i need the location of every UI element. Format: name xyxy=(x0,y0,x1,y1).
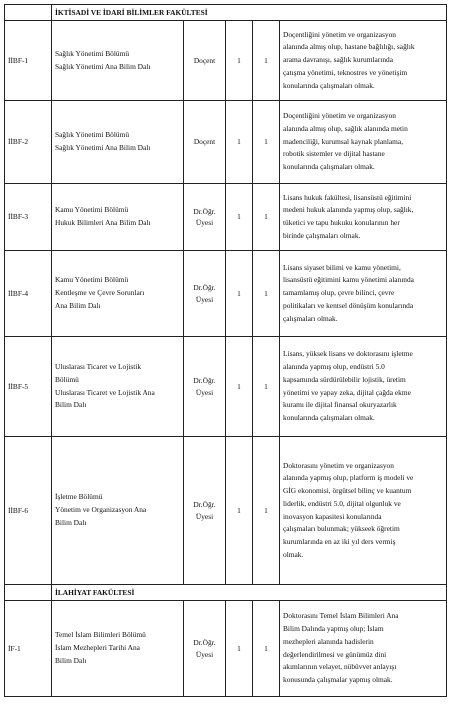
text-line: kapsamında sürdürülebilir lojistik, üretim xyxy=(283,374,406,384)
department-cell xyxy=(52,184,184,251)
text-line: Üyesi xyxy=(195,294,214,304)
text-line: Üyesi xyxy=(195,387,214,397)
count-cell-1: 1 xyxy=(226,184,253,251)
faculty-header-row xyxy=(5,5,447,21)
text-line: inovasyon kapasitesi konularında xyxy=(283,511,382,521)
position-table xyxy=(4,4,447,697)
text-line: madenciliği, kurumsal kaynak planlama, xyxy=(283,136,404,146)
text-line: Bilim Dalında yapmış olup; İslam xyxy=(283,624,384,634)
text-line: Kamu Yönetimi Bölümü xyxy=(55,205,129,215)
text-line: Üyesi xyxy=(195,218,214,227)
text-line: Uluslarası Ticaret ve Lojistik xyxy=(55,361,142,371)
text-line: Kentleşme ve Çevre Sorunları xyxy=(55,288,145,298)
text-line: akımlarının velayet, nübüvvet anlayışı xyxy=(283,662,397,672)
academic-title-cell xyxy=(184,337,226,437)
department-cell xyxy=(52,21,184,101)
requirements-cell xyxy=(280,437,447,585)
text-line: konusunda çalışmalar yapmış olmak. xyxy=(283,674,393,684)
department-cell xyxy=(52,437,184,585)
academic-title-cell xyxy=(184,251,226,337)
text-line: Dr.Öğr. xyxy=(193,206,216,216)
count-cell-1: 1 xyxy=(226,251,253,337)
count-cell-2: 1 xyxy=(253,184,280,251)
requirements-cell xyxy=(280,601,447,697)
position-code: İİBF-4 xyxy=(5,251,52,337)
text-line: Dr.Öğr. xyxy=(193,638,216,648)
text-line: Dr.Öğr. xyxy=(193,500,216,510)
requirements-cell xyxy=(280,21,447,101)
text-line: liderlik, endüstri 5.0, dijital olgunluk ve xyxy=(283,498,401,508)
requirements-cell xyxy=(280,251,447,337)
text-line: tüketici ve tapu hukuku konularının her xyxy=(283,218,400,227)
text-line: kuramı ile dijital finansal okuryazarlık xyxy=(283,400,397,410)
count-cell-1: 1 xyxy=(226,601,253,697)
academic-title-cell xyxy=(184,601,226,697)
text-line: kurumlarında en az iki yıl ders vermiş xyxy=(283,536,396,546)
text-line: Hukuk Bilimleri Ana Bilim Dalı xyxy=(55,218,151,227)
position-code: İF-1 xyxy=(5,601,52,697)
text-line: çalışmaları olmak. xyxy=(283,313,338,323)
text-line: İşletme Bölümü xyxy=(55,492,103,502)
text-line: Lisans, yüksek lisans ve doktorasını işletme xyxy=(283,349,413,359)
department-cell xyxy=(52,601,184,697)
text-line: Doçentliğini yönetim ve organizasyon xyxy=(283,111,396,121)
text-line: olmak. xyxy=(283,549,304,559)
text-line: mezhepleri alanında hadislerin xyxy=(283,636,374,646)
academic-title-cell xyxy=(184,101,226,184)
academic-title-cell xyxy=(184,21,226,101)
table-row xyxy=(5,21,447,101)
table-row xyxy=(5,184,447,251)
text-line: Doktorasını yönetim ve organizasyon xyxy=(283,460,394,470)
table-body xyxy=(5,5,447,697)
text-line: çatışma yönetimi, teknostres ve yönetişim xyxy=(283,67,408,77)
text-line: Dr.Öğr. xyxy=(193,283,216,293)
text-line: Bölümü xyxy=(55,374,79,384)
text-line: Bilim Dalı xyxy=(55,655,87,665)
department-cell xyxy=(52,251,184,337)
text-line: Bilim Dalı xyxy=(55,517,87,527)
text-line: Sağlık Yönetimi Bölümü xyxy=(55,130,130,140)
position-code: İİBF-6 xyxy=(5,437,52,585)
text-line: birinde çalışmaları olmak. xyxy=(283,230,361,240)
table-row xyxy=(5,251,447,337)
text-line: yönetimi ve yapay zeka, dijital çağda ekme xyxy=(283,387,411,397)
text-line: lisansüstü eğitimini kamu yönetimi alanında xyxy=(283,275,414,285)
count-cell-2: 1 xyxy=(253,601,280,697)
table-row xyxy=(5,101,447,184)
text-line: çalışmaları bulunmak; yükseek öğretim xyxy=(283,524,400,534)
count-cell-2: 1 xyxy=(253,21,280,101)
count-cell-1: 1 xyxy=(226,337,253,437)
position-code: İİBF-2 xyxy=(5,101,52,184)
text-line: Uluslarası Ticaret ve Lojistik Ana xyxy=(55,387,155,397)
requirements-cell xyxy=(280,337,447,437)
count-cell-1: 1 xyxy=(226,437,253,585)
count-cell-1: 1 xyxy=(226,21,253,101)
text-line: alanında almış olup, sağlık alanında metin xyxy=(283,123,408,133)
text-line: Sağlık Yönetimi Bölümü xyxy=(55,48,130,58)
text-line: İslam Mezhepleri Tarihi Ana xyxy=(55,643,140,653)
text-line: Üyesi xyxy=(195,511,214,521)
text-line: Sağlık Yönetimi Ana Bilim Dalı xyxy=(55,143,151,152)
text-line: konularında çalışmaları olmak. xyxy=(283,162,375,172)
text-line: konularında çalışmaları olmak. xyxy=(283,80,375,90)
academic-title-cell xyxy=(184,184,226,251)
text-line: arama davranışı, sağlık kurumlarında xyxy=(283,55,394,65)
text-line: tamamlamış olup, çevre bilinci, çevre xyxy=(283,288,395,298)
requirements-cell xyxy=(280,101,447,184)
count-cell-2: 1 xyxy=(253,437,280,585)
faculty-name: İLAHİYAT FAKÜLTESİ xyxy=(52,585,447,601)
text-line: Bilim Dalı xyxy=(55,400,87,410)
text-line: GİG ekonomisi, örgütsel bilinç ve kuantum xyxy=(283,486,412,496)
text-line: Kamu Yönetimi Bölümü xyxy=(55,275,129,285)
text-line: Ana Bilim Dalı xyxy=(55,300,101,310)
text-line: Dr.Öğr. xyxy=(193,376,216,386)
text-line: Temel İslam Bilimleri Bölümü xyxy=(55,630,146,640)
text-line: değerlendirilmesi ve günümüz dini xyxy=(283,649,387,659)
text-line: Doçent xyxy=(193,55,216,65)
text-line: Doçentliğini yönetim ve organizasyon xyxy=(283,29,396,39)
text-line: politikaları ve kentsel dönüşüm konularında xyxy=(283,300,414,310)
text-line: medeni hukuk alanında yapmış olup, sağlık, xyxy=(283,205,414,215)
department-cell xyxy=(52,101,184,184)
count-cell-2: 1 xyxy=(253,101,280,184)
table-row xyxy=(5,601,447,697)
text-line: Lisans siyaset bilimi ve kamu yönetimi, xyxy=(283,262,401,272)
requirements-cell xyxy=(280,184,447,251)
position-code: İİBF-3 xyxy=(5,184,52,251)
count-cell-2: 1 xyxy=(253,337,280,437)
text-line: alanında yapmış olup, platform iş modeli ve xyxy=(283,473,414,483)
text-line: robotik sistemler ve dijital hastane xyxy=(283,149,385,159)
text-line: alanında almış olup, hastane bağlılığı, sağlık xyxy=(283,42,415,52)
text-line: alanında yapmış olup, endüstri 5.0 xyxy=(283,362,385,372)
text-line: Yönetim ve Organizasyon Ana xyxy=(55,505,147,515)
faculty-header-row xyxy=(5,585,447,601)
text-line: Lisans hukuk fakültesi, lisansüstü eğitimini xyxy=(283,192,412,202)
text-line: Üyesi xyxy=(195,649,214,659)
text-line: Doçent xyxy=(193,137,216,147)
faculty-name: İKTİSADİ VE İDARİ BİLİMLER FAKÜLTESİ xyxy=(52,5,447,21)
department-cell xyxy=(52,337,184,437)
position-code: İİBF-5 xyxy=(5,337,52,437)
position-code: İİBF-1 xyxy=(5,21,52,101)
text-line: Doktorasını Temel İslam Bilimleri Ana xyxy=(283,611,399,621)
table-row xyxy=(5,437,447,585)
count-cell-2: 1 xyxy=(253,251,280,337)
academic-title-cell xyxy=(184,437,226,585)
table-row xyxy=(5,337,447,437)
count-cell-1: 1 xyxy=(226,101,253,184)
text-line: konularında çalışmaları olmak. xyxy=(283,412,375,422)
text-line: Sağlık Yönetimi Ana Bilim Dalı xyxy=(55,61,151,71)
